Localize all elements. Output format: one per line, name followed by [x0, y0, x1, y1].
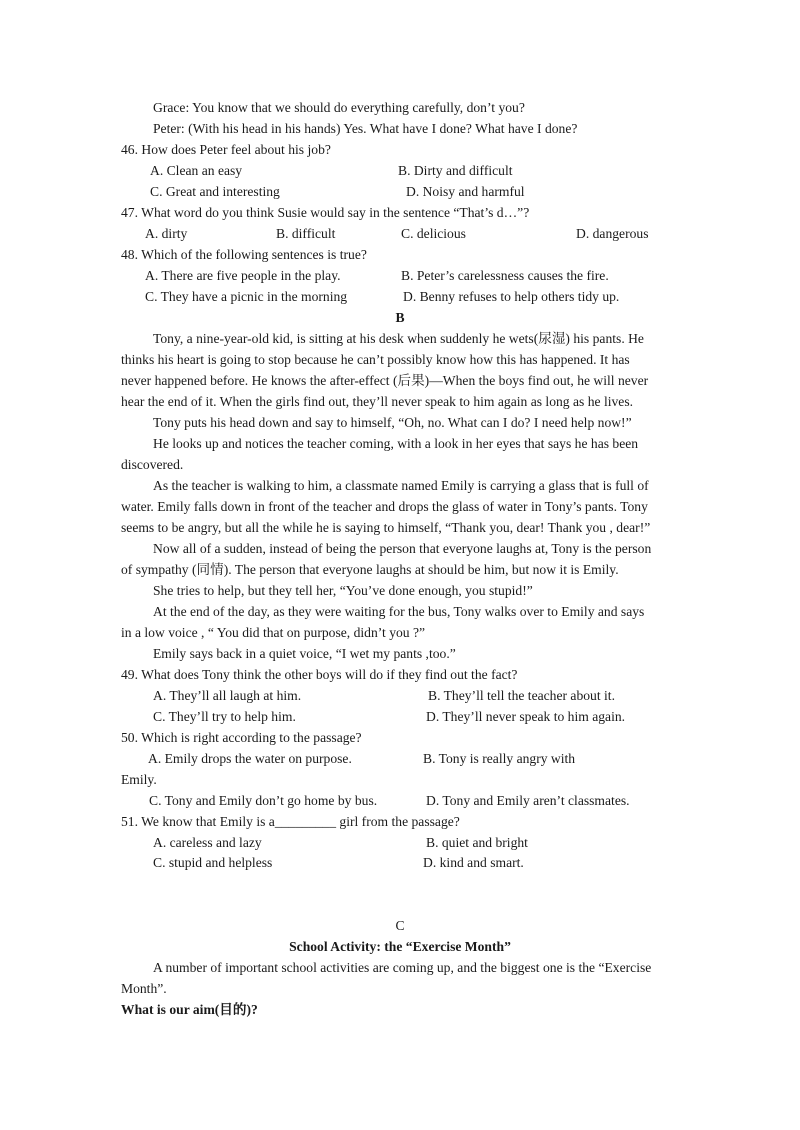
- q49-option-c: C. They’ll try to help him.: [153, 709, 296, 724]
- q46-option-a: A. Clean an easy: [150, 163, 243, 178]
- question-48: 48. Which of the following sentences is true?: [121, 247, 367, 262]
- section-c-intro-line: A number of important school activities are coming up, and the biggest one is the “Exercise: [153, 960, 652, 975]
- question-46: 46. How does Peter feel about his job?: [121, 142, 331, 157]
- passage-b-line: He looks up and notices the teacher coming, with a look in her eyes that says he has been: [153, 436, 639, 451]
- section-c-title: School Activity: the “Exercise Month”: [289, 939, 511, 954]
- passage-b-line: thinks his heart is going to stop because he can’t possibly know how this has happened. It has: [121, 352, 630, 367]
- q48-option-a: A. There are five people in the play.: [145, 268, 341, 283]
- q51-option-d: D. kind and smart.: [423, 855, 524, 870]
- q47-option-c: C. delicious: [401, 226, 466, 241]
- section-c-intro-line: Month”.: [121, 981, 167, 996]
- q51-option-b: B. quiet and bright: [426, 835, 528, 850]
- q50-option-a: A. Emily drops the water on purpose.: [148, 751, 352, 766]
- q46-option-b: B. Dirty and difficult: [398, 163, 513, 178]
- q50-option-b: B. Tony is really angry with: [423, 751, 576, 766]
- q47-option-a: A. dirty: [145, 226, 188, 241]
- passage-b-line: Now all of a sudden, instead of being the person that everyone laughs at, Tony is the person: [153, 541, 652, 556]
- q49-option-d: D. They’ll never speak to him again.: [426, 709, 626, 724]
- q46-option-d: D. Noisy and harmful: [406, 184, 525, 199]
- q51-option-c: C. stupid and helpless: [153, 855, 273, 870]
- section-c-heading: C: [395, 918, 405, 933]
- passage-b-line: Tony puts his head down and say to himself, “Oh, no. What can I do? I need help now!”: [153, 415, 632, 430]
- q48-option-b: B. Peter’s carelessness causes the fire.: [401, 268, 609, 283]
- question-49: 49. What does Tony think the other boys will do if they find out the fact?: [121, 667, 518, 682]
- passage-b-line: never happened before. He knows the after-effect (后果)—When the boys find out, he will never: [121, 373, 649, 388]
- q48-option-d: D. Benny refuses to help others tidy up.: [403, 289, 620, 304]
- passage-b-line: As the teacher is walking to him, a classmate named Emily is carrying a glass that is full of: [153, 478, 649, 493]
- passage-b-line: seems to be angry, but all the while he is saying to himself, “Thank you, dear! Thank you , dear!”: [121, 520, 651, 535]
- passage-b-line: Tony, a nine-year-old kid, is sitting at his desk when suddenly he wets(尿湿) his pants. He: [153, 331, 644, 346]
- passage-b-line: She tries to help, but they tell her, “You’ve done enough, you stupid!”: [153, 583, 533, 598]
- passage-b-line: hear the end of it. When the girls find out, they’ll never speak to him again as long as he lives.: [121, 394, 634, 409]
- passage-b-line: Emily says back in a quiet voice, “I wet my pants ,too.”: [153, 646, 456, 661]
- q50-option-b-continued: Emily.: [121, 772, 157, 787]
- q49-option-a: A. They’ll all laugh at him.: [153, 688, 302, 703]
- q48-option-c: C. They have a picnic in the morning: [145, 289, 348, 304]
- passage-b-line: in a low voice , “ You did that on purpose, didn’t you ?”: [121, 625, 426, 640]
- q46-option-c: C. Great and interesting: [150, 184, 280, 199]
- q47-option-d: D. dangerous: [576, 226, 649, 241]
- question-50: 50. Which is right according to the passage?: [121, 730, 362, 745]
- dialogue-peter: Peter: (With his head in his hands) Yes. What have I done? What have I done?: [153, 121, 578, 136]
- dialogue-grace: Grace: You know that we should do everything carefully, don’t you?: [153, 100, 525, 115]
- q50-option-c: C. Tony and Emily don’t go home by bus.: [149, 793, 378, 808]
- q50-option-d: D. Tony and Emily aren’t classmates.: [426, 793, 630, 808]
- section-c-aim-heading: What is our aim(目的)?: [121, 1002, 258, 1017]
- q49-option-b: B. They’ll tell the teacher about it.: [428, 688, 615, 703]
- section-b-heading: B: [395, 310, 405, 325]
- q51-option-a: A. careless and lazy: [153, 835, 262, 850]
- passage-b-line: discovered.: [121, 457, 184, 472]
- question-47: 47. What word do you think Susie would say in the sentence “That’s d…”?: [121, 205, 530, 220]
- passage-b-line: water. Emily falls down in front of the teacher and drops the glass of water in Tony’s pants. Tony: [121, 499, 648, 514]
- passage-b-line: of sympathy (同情). The person that everyone laughs at should be him, but now it is Emily.: [121, 562, 619, 577]
- question-51: 51. We know that Emily is a_________ girl from the passage?: [121, 814, 460, 829]
- passage-b-line: At the end of the day, as they were waiting for the bus, Tony walks over to Emily and says: [153, 604, 645, 619]
- q47-option-b: B. difficult: [276, 226, 336, 241]
